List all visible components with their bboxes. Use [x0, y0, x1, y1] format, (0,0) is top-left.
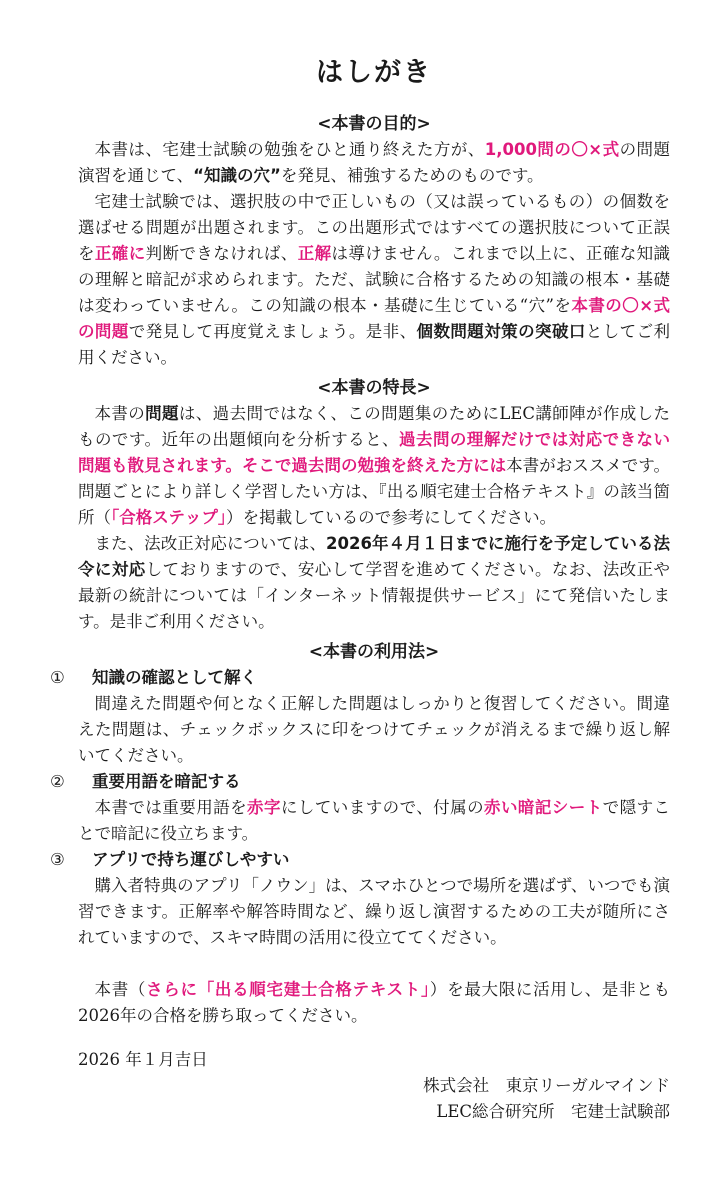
- date-line: 2026 年１月吉日: [78, 1050, 208, 1069]
- usage-item-2: [50, 769, 671, 847]
- usage-item-3: [50, 847, 670, 951]
- features-paragraph-1: 本書の問題は、過去問ではなく、この問題集のためにLEC講師陣が作成したものです。近年の出題傾向を分析すると、過去問の理解だけでは対応できない問題も散見されます。そこで過去問の勉強を終えた方には本書がおススメです。問題ごとにより詳しく学習したい方は、『出る順宅建士合格テキスト』の該当箇所（「合格ステップ」）を掲載しているので参考にしてください。: [78, 404, 671, 527]
- usage-item-1: [50, 665, 670, 769]
- signature-company: 株式会社 東京リーガルマインド: [423, 1076, 670, 1095]
- item-title: アプリで持ち運びしやすい: [92, 850, 290, 869]
- signature-block: [78, 1073, 670, 1125]
- item-body: 購入者特典のアプリ「ノウン」は、スマホひとつで場所を選ばず、いつでも演習できます。正解率や解答時間など、繰り返し演習するための工夫が随所にされていますので、スキマ時間の活用に役立ててください。: [78, 876, 670, 947]
- section-heading-purpose: <本書の目的>: [317, 114, 431, 134]
- item-number: ①: [50, 668, 65, 687]
- item-title: 重要用語を暗記する: [92, 772, 241, 791]
- purpose-paragraph-1: 本書は、宅建士試験の勉強をひと通り終えた方が、1,000問の〇×式の問題演習を通じて、“知識の穴”を発見、補強するためのものです。: [78, 140, 671, 185]
- item-body: 本書では重要用語を赤字にしていますので、付属の赤い暗記シートで隠すことで暗記に役立ちます。: [78, 798, 671, 843]
- item-body: 間違えた問題や何となく正解した問題はしっかりと復習してください。間違えた問題は、チェックボックスに印をつけてチェックが消えるまで繰り返し解いてください。: [78, 694, 670, 765]
- closing-paragraph: 本書（さらに「出る順宅建士合格テキスト」）を最大限に活用し、是非とも2026年の合格を勝ち取ってください。: [78, 980, 671, 1025]
- page-title: はしがき: [316, 57, 432, 88]
- section-heading-usage: <本書の利用法>: [308, 642, 440, 662]
- purpose-paragraph-2: 宅建士試験では、選択肢の中で正しいもの（又は誤っているもの）の個数を選ばせる問題が出題されます。この出題形式ではすべての選択肢について正誤を正確に判断できなければ、正解は導けません。これまで以上に、正確な知識の理解と暗記が求められます。ただ、試験に合格するための知識の根本・基礎は変わっていません。この知識の根本・基礎に生じている“穴”を本書の〇×式の問題で発見して再度覚えましょう。是非、個数問題対策の突破口としてご利用ください。: [78, 192, 671, 367]
- item-number: ②: [50, 772, 65, 791]
- signature-department: LEC総合研究所 宅建士試験部: [436, 1102, 670, 1121]
- section-heading-features: <本書の特長>: [317, 378, 431, 398]
- features-paragraph-2: また、法改正対応については、2026年４月１日までに施行を予定している法令に対応しておりますので、安心して学習を進めてください。なお、法改正や最新の統計については「インターネット情報提供サービス」にて発信いたします。是非ご利用ください。: [78, 534, 671, 631]
- item-title: 知識の確認として解く: [92, 668, 257, 687]
- item-number: ③: [50, 850, 65, 869]
